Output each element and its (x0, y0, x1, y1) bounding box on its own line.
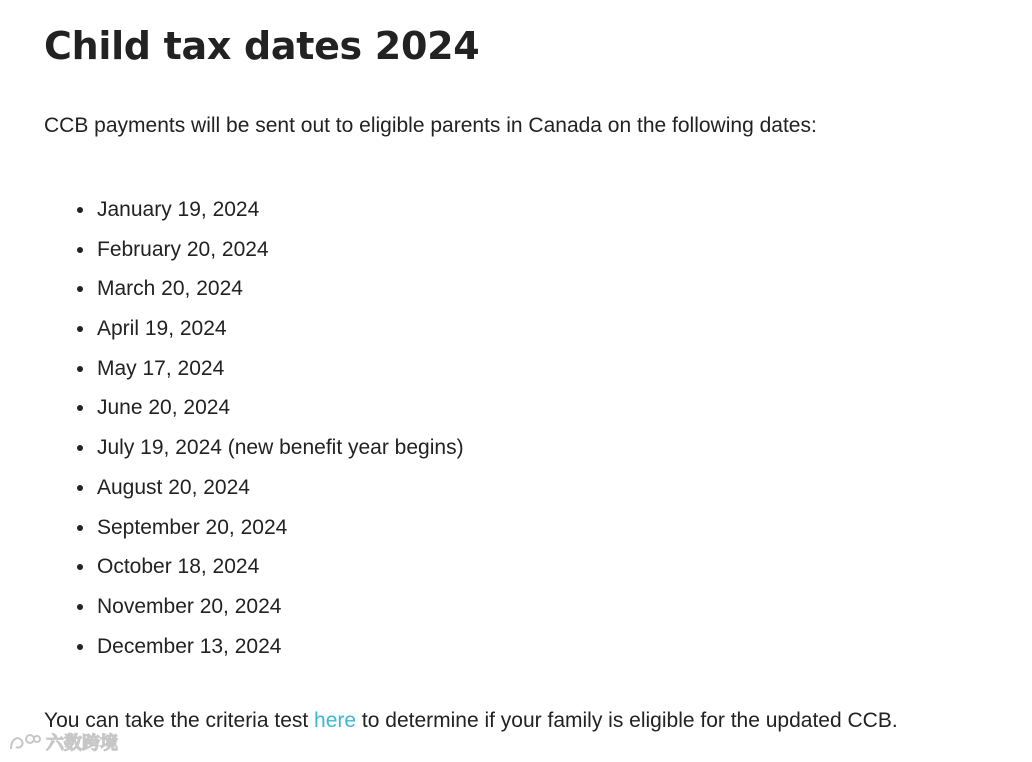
payment-dates-list (44, 190, 464, 666)
list-item: February 20, 2024 (97, 230, 464, 270)
outro-text-before: You can take the criteria test (44, 709, 315, 732)
list-item: December 13, 2024 (97, 627, 464, 667)
list-item: January 19, 2024 (97, 190, 464, 230)
list-item: July 19, 2024 (new benefit year begins) (97, 428, 464, 468)
outro-text-after: to determine if your family is eligible for the updated CCB. (356, 709, 898, 732)
list-item: March 20, 2024 (97, 269, 464, 309)
watermark (8, 730, 118, 754)
list-item: June 20, 2024 (97, 388, 464, 428)
list-item: August 20, 2024 (97, 468, 464, 508)
intro-paragraph: CCB payments will be sent out to eligible parents in Canada on the following dates: (44, 114, 817, 137)
criteria-test-link[interactable]: here (314, 709, 357, 732)
list-item: May 17, 2024 (97, 349, 464, 389)
list-item: April 19, 2024 (97, 309, 464, 349)
page-title: Child tax dates 2024 (44, 24, 480, 68)
list-item: November 20, 2024 (97, 587, 464, 627)
list-item: September 20, 2024 (97, 508, 464, 548)
watermark-logo-icon (8, 731, 42, 753)
outro-paragraph (44, 708, 898, 734)
watermark-text: 六数跨境 (46, 733, 118, 753)
list-item: October 18, 2024 (97, 547, 464, 587)
